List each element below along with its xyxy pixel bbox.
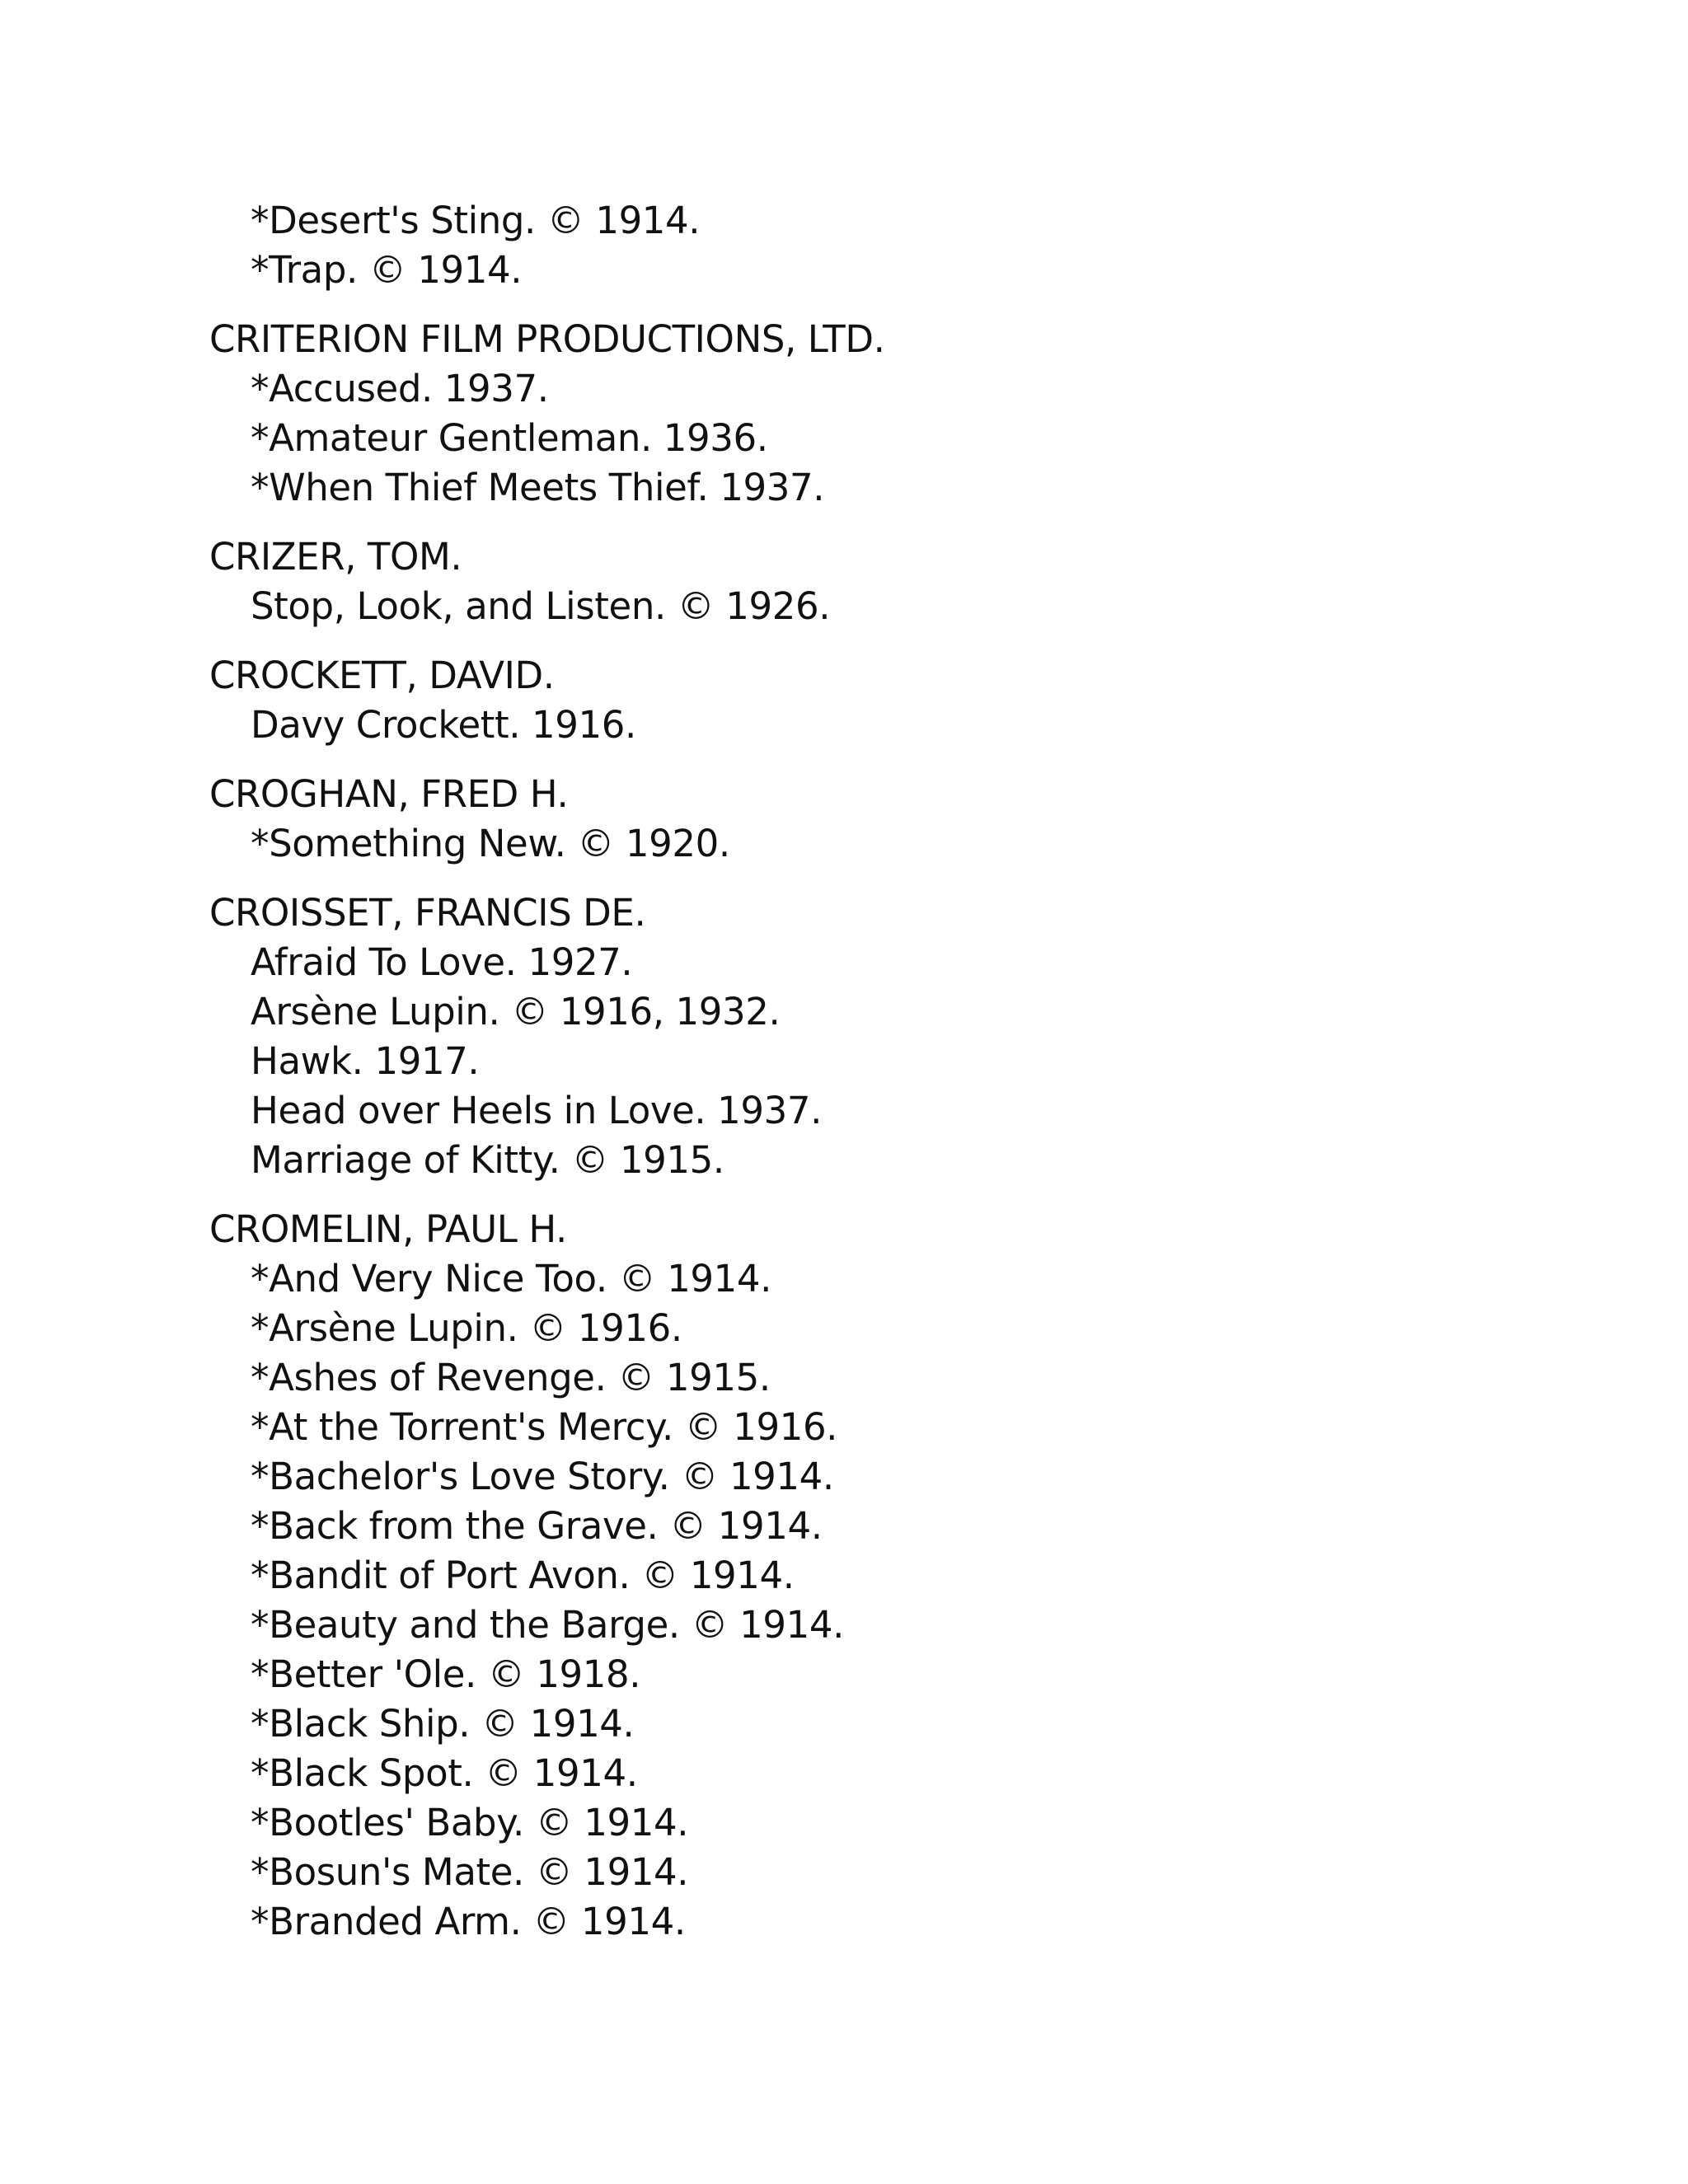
title-entry: Afraid To Love. 1927. [251,940,633,984]
title-entry: *And Very Nice Too. © 1914. [251,1257,772,1301]
title-entry: *Bandit of Port Avon. © 1914. [251,1554,795,1597]
entry-heading: CROGHAN, FRED H. [209,772,569,816]
title-entry: *Bosun's Mate. © 1914. [251,1850,689,1894]
title-entry: *Ashes of Revenge. © 1915. [251,1356,771,1399]
entry-heading: CRIZER, TOM. [209,535,462,579]
title-entry: *Bachelor's Love Story. © 1914. [251,1455,834,1498]
title-entry: Stop, Look, and Listen. © 1926. [251,584,831,628]
title-entry: *When Thief Meets Thief. 1937. [251,466,825,509]
entry-heading: CROCKETT, DAVID. [209,654,555,697]
title-entry: *Black Ship. © 1914. [251,1702,635,1746]
title-entry: *Accused. 1937. [251,367,549,410]
entry-group-cromelin [209,1205,1528,1947]
title-entry: *Branded Arm. © 1914. [251,1900,686,1943]
entry-heading: CRITERION FILM PRODUCTIONS, LTD. [209,317,885,361]
entry-group-crockett [209,651,1528,750]
title-entry: Davy Crockett. 1916. [251,703,636,747]
continued-group [209,196,1528,295]
index-entries [209,196,1528,1966]
entry-heading: CROMELIN, PAUL H. [209,1207,567,1251]
entry-group-crizer [209,532,1528,631]
title-entry: *Beauty and the Barge. © 1914. [251,1603,844,1647]
entry-group-criterion [209,315,1528,513]
title-entry: *Bootles' Baby. © 1914. [251,1801,689,1844]
entry-heading: CROISSET, FRANCIS DE. [209,891,646,935]
title-entry: *Back from the Grave. © 1914. [251,1504,823,1548]
title-entry: *Arsène Lupin. © 1916. [251,1306,682,1350]
title-entry: *At the Torrent's Mercy. © 1916. [251,1405,838,1449]
title-entry: *Amateur Gentleman. 1936. [251,416,768,460]
title-entry: *Black Spot. © 1914. [251,1751,638,1795]
title-entry: Marriage of Kitty. © 1915. [251,1138,724,1182]
title-entry: *Trap. © 1914. [251,248,523,292]
title-entry: Hawk. 1917. [251,1039,480,1083]
title-entry: *Better 'Ole. © 1918. [251,1652,641,1696]
title-entry: Arsène Lupin. © 1916, 1932. [251,990,781,1033]
title-entry: *Something New. © 1920. [251,822,730,865]
entry-group-croisset [209,888,1528,1185]
title-entry: *Desert's Sting. © 1914. [251,199,701,242]
title-entry: Head over Heels in Love. 1937. [251,1089,822,1132]
entry-group-croghan [209,770,1528,869]
